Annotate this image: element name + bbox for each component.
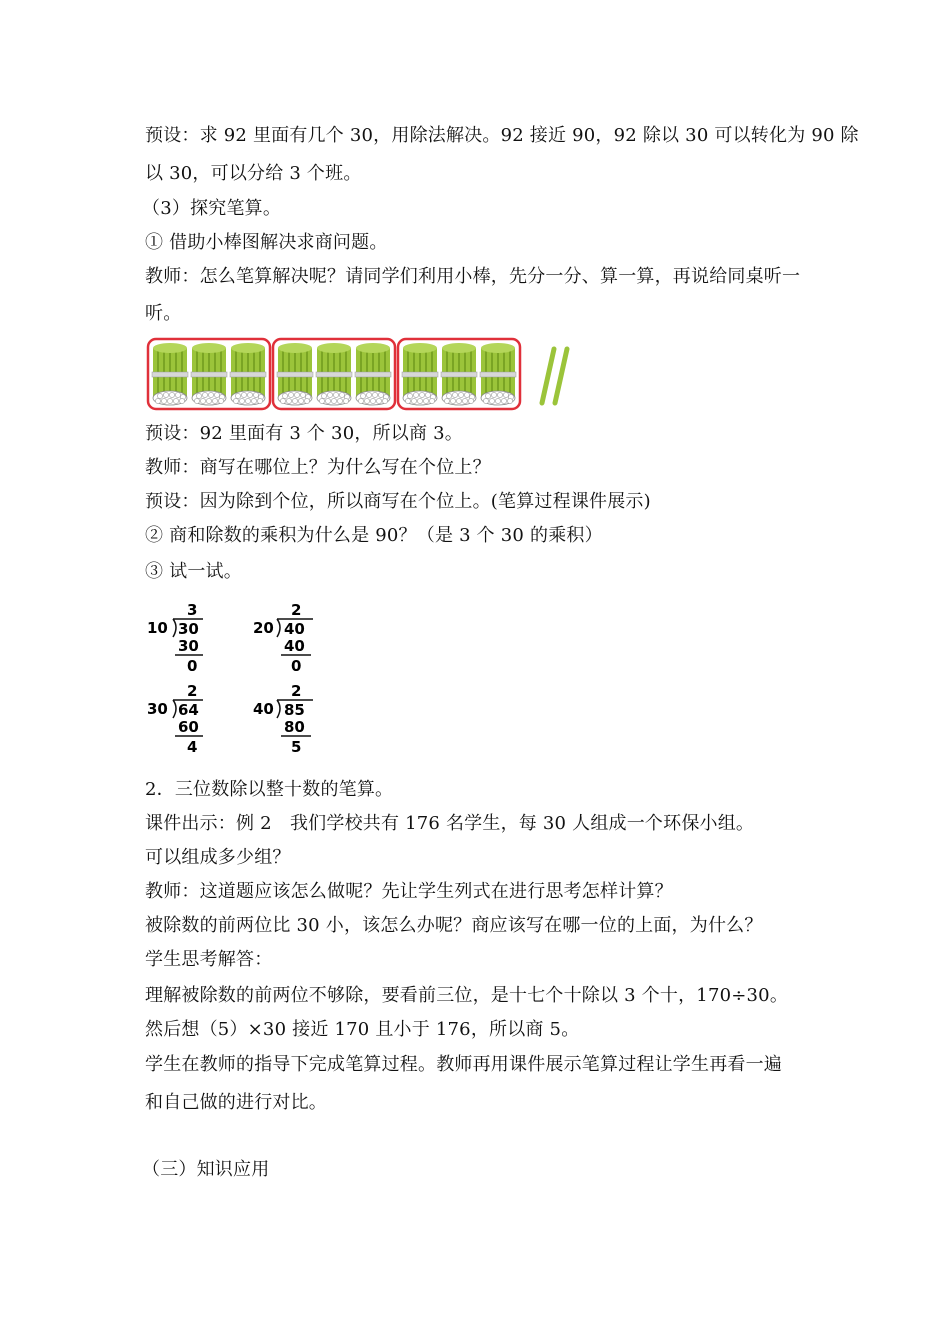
stick-bundle (316, 343, 352, 405)
remainder: 0 (291, 657, 302, 675)
stick-bundle (191, 343, 227, 405)
remainder: 4 (187, 738, 198, 756)
product: 80 (284, 718, 305, 736)
single-stick (555, 349, 567, 403)
stick-bundle (230, 343, 266, 405)
line-8: 教师：商写在哪位上？为什么写在个位上？ (145, 457, 491, 478)
dividend: 40 (284, 620, 305, 638)
stick-bundle (355, 343, 391, 405)
sticks-svg (145, 337, 575, 413)
line-14: 可以组成多少组？ (145, 847, 291, 868)
long-division (253, 601, 333, 677)
line-19: 然后想（5）×30 接近 170 且小于 176，所以商 5。 (145, 1019, 580, 1040)
divisor: 40 (253, 700, 274, 718)
line-6: 听。 (145, 303, 182, 324)
dividend: 85 (284, 701, 305, 719)
line-21: 和自己做的进行对比。 (145, 1092, 327, 1113)
line-2: 以 30，可以分给 3 个班。 (145, 163, 362, 184)
quotient: 2 (291, 601, 302, 619)
quotient: 3 (187, 601, 198, 619)
line-10: ② 商和除数的乘积为什么是 90？（是 3 个 30 的乘积） (145, 525, 603, 546)
stick-bundle (402, 343, 438, 405)
stick-bundle (277, 343, 313, 405)
stick-bundle (441, 343, 477, 405)
sticks-illustration (145, 337, 575, 413)
line-4: ① 借助小棒图解决求商问题。 (145, 232, 388, 253)
line-17: 学生思考解答： (145, 949, 273, 970)
product: 40 (284, 637, 305, 655)
section-heading: （三）知识应用 (142, 1159, 270, 1180)
remainder: 5 (291, 738, 302, 756)
product: 30 (178, 637, 199, 655)
divisor: 20 (253, 619, 274, 637)
product: 60 (178, 718, 199, 736)
line-15: 教师：这道题应该怎么做呢？先让学生列式在进行思考怎样计算？ (145, 881, 673, 902)
stick-bundle (480, 343, 516, 405)
long-division (253, 682, 333, 758)
line-11: ③ 试一试。 (145, 561, 242, 582)
line-1: 预设：求 92 里面有几个 30，用除法解决。92 接近 90，92 除以 30 可以转化为 90 除 (145, 125, 859, 146)
line-9: 预设：因为除到个位，所以商写在个位上。(笔算过程课件展示) (145, 491, 651, 512)
remainder: 0 (187, 657, 198, 675)
stick-bundle (152, 343, 188, 405)
line-18: 理解被除数的前两位不够除，要看前三位，是十七个十除以 3 个十，170÷30。 (145, 985, 789, 1006)
quotient: 2 (291, 682, 302, 700)
line-13: 课件出示：例 2 我们学校共有 176 名学生，每 30 人组成一个环保小组。 (145, 813, 755, 834)
line-5: 教师：怎么笔算解决呢？请同学们利用小棒，先分一分、算一算，再说给同桌听一 (145, 266, 801, 287)
dividend: 30 (178, 620, 199, 638)
single-stick (542, 349, 554, 403)
line-16: 被除数的前两位比 30 小，该怎么办呢？商应该写在哪一位的上面，为什么？ (145, 915, 763, 936)
quotient: 2 (187, 682, 198, 700)
line-3: （3）探究笔算。 (142, 198, 282, 219)
line-12: 2．三位数除以整十数的笔算。 (145, 779, 394, 800)
dividend: 64 (178, 701, 199, 719)
divisor: 10 (147, 619, 168, 637)
long-division (147, 682, 227, 758)
line-20: 学生在教师的指导下完成笔算过程。教师再用课件展示笔算过程让学生再看一遍 (145, 1054, 782, 1075)
divisor: 30 (147, 700, 168, 718)
line-7: 预设：92 里面有 3 个 30，所以商 3。 (145, 423, 463, 444)
long-division (147, 601, 227, 677)
